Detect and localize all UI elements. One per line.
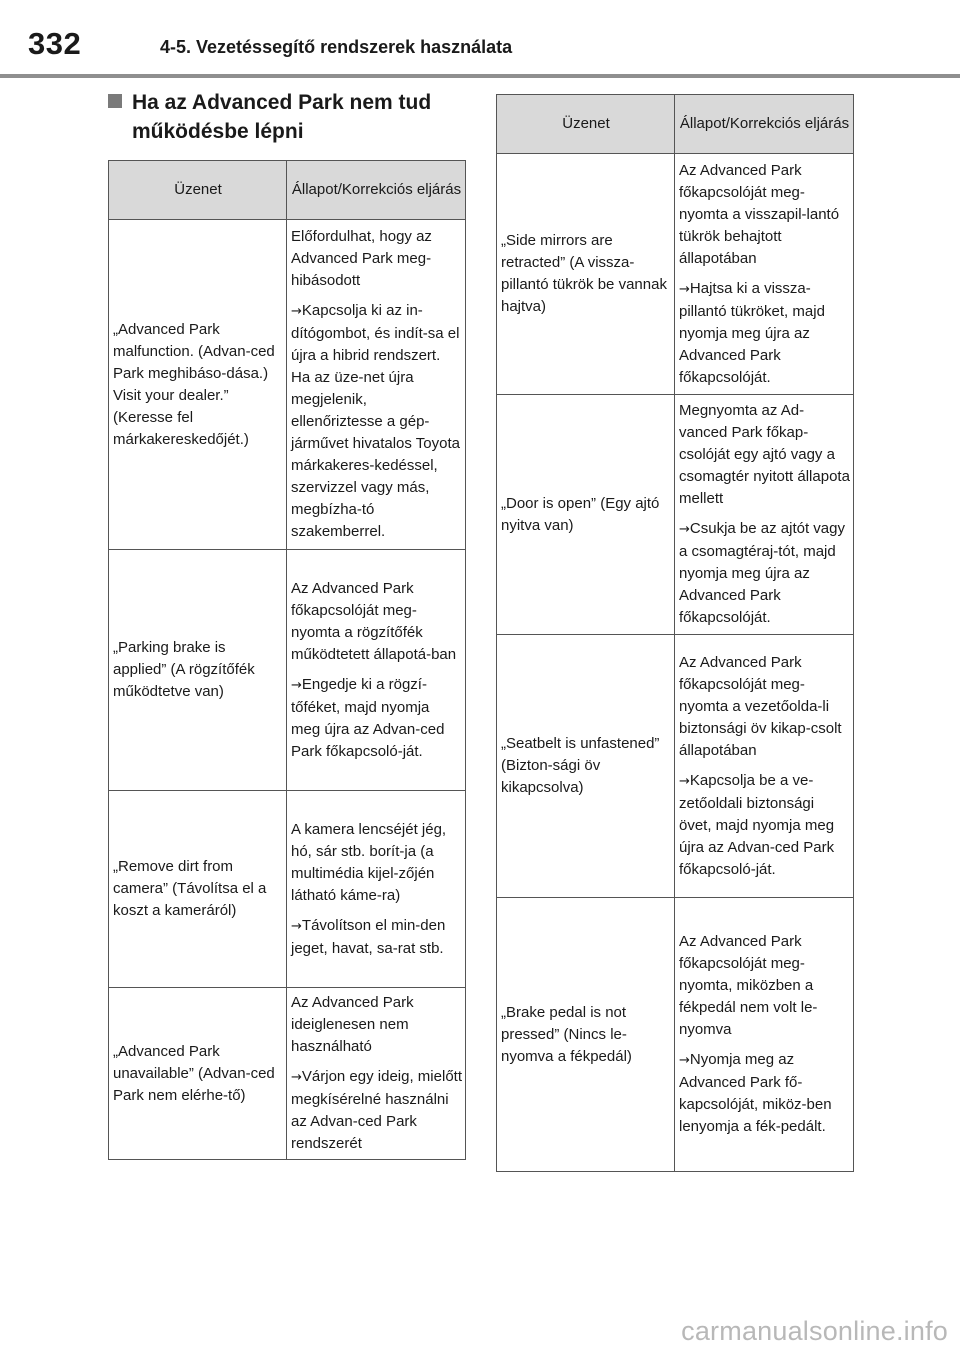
section-bullet-icon: [108, 94, 122, 108]
message-cell: „Door is open” (Egy ajtó nyitva van): [497, 395, 675, 635]
column-header-status: Állapot/Korrekciós eljárás: [287, 161, 466, 220]
status-cell: [287, 550, 466, 791]
page-number: 332: [28, 26, 82, 61]
table-header-row: [109, 161, 466, 220]
section-title-line1: Ha az Advanced Park nem tud: [132, 91, 432, 114]
status-cell: [287, 220, 466, 550]
action-paragraph: [291, 674, 462, 763]
arrow-right-icon: →: [291, 304, 302, 319]
header-divider: [0, 74, 960, 78]
status-cell: [675, 635, 854, 898]
message-cell: „Advanced Park malfunction. (Advan-ced Park meghibáso-dása.) Visit your dealer.” (Keresse fel márkakereskedőjét.): [109, 220, 287, 550]
arrow-right-icon: →: [679, 281, 690, 297]
table-row: [109, 550, 466, 791]
action-paragraph: [679, 1049, 850, 1138]
arrow-right-icon: →: [679, 522, 690, 537]
condition-text: Az Advanced Park ideiglenesen nem használható: [291, 994, 414, 1055]
action-text: Kapcsolja be a ve-zetőoldali biztonsági övet, majd nyomja meg újra az Advan-ced Park főkapcsoló-ját.: [679, 771, 835, 878]
condition-text: Előfordulhat, hogy az Advanced Park meg-hibásodott: [291, 228, 432, 289]
condition-text: Az Advanced Park főkapcsolóját meg-nyomta a visszapil-lantó tükrök behajtott állapotában: [679, 161, 840, 267]
table-row: [497, 154, 854, 395]
condition-text: Az Advanced Park főkapcsolóját meg-nyomta, miközben a fékpedál nem volt le-nyomva: [679, 933, 818, 1038]
message-cell: „Advanced Park unavailable” (Advan-ced Park nem elérhe-tő): [109, 988, 287, 1160]
table-row: [497, 898, 854, 1172]
action-paragraph: [291, 300, 462, 543]
action-paragraph: [679, 770, 850, 881]
table-row: [109, 988, 466, 1160]
action-text: Kapcsolja ki az in-dítógombot, és indít-sa el újra a hibrid rendszert. Ha az üze-net újra megjelenik, ellenőriztesse a gép-járművet hivatalos Toyota márkakeres-kedéssel, szervizzel vagy más, megbízha-tó szakemberrel.: [291, 302, 460, 540]
arrow-right-icon: →: [291, 677, 302, 693]
action-text: Várjon egy ideig, mielőtt megkísérelné használni az Advan-ced Park rendszerét: [291, 1068, 462, 1152]
action-text: Hajtsa ki a vissza-pillantó tükröket, majd nyomja meg újra az Advanced Park főkapcsolóját.: [679, 279, 825, 386]
status-cell: [287, 791, 466, 988]
table-header-row: [497, 95, 854, 154]
action-text: Nyomja meg az Advanced Park fő-kapcsolóját, miköz-ben lenyomja a fék-pedált.: [679, 1051, 832, 1135]
condition-text: Megnyomta az Ad-vanced Park főkap-csolóját egy ajtó vagy a csomagtér nyitott állapota mellett: [679, 402, 850, 507]
message-cell: „Side mirrors are retracted” (A vissza-pillantó tükrök be vannak hajtva): [497, 154, 675, 395]
page-header: [0, 0, 960, 80]
action-text: Engedje ki a rögzí-tőféket, majd nyomja meg újra az Advan-ced Park főkapcsoló-ját.: [291, 675, 445, 760]
table-row: [109, 791, 466, 988]
column-header-message: Üzenet: [497, 95, 675, 154]
status-cell: [287, 988, 466, 1160]
action-text: Távolítson el min-den jeget, havat, sa-rat stb.: [291, 916, 446, 957]
status-cell: [675, 395, 854, 635]
column-header-message: Üzenet: [109, 161, 287, 220]
message-table-left: [108, 160, 466, 1160]
message-cell: „Remove dirt from camera” (Távolítsa el a koszt a kameráról): [109, 791, 287, 988]
status-cell: [675, 898, 854, 1172]
column-header-status: Állapot/Korrekciós eljárás: [675, 95, 854, 154]
table-row: [109, 220, 466, 550]
arrow-right-icon: →: [679, 773, 690, 789]
message-cell: „Parking brake is applied” (A rögzítőfék működtetve van): [109, 550, 287, 791]
watermark-text: carmanualsonline.info: [681, 1316, 948, 1346]
arrow-right-icon: →: [679, 1053, 690, 1068]
message-cell: „Brake pedal is not pressed” (Nincs le-nyomva a fékpedál): [497, 898, 675, 1172]
chapter-title: 4-5. Vezetéssegítő rendszerek használata: [160, 37, 513, 57]
arrow-right-icon: →: [291, 918, 302, 934]
action-paragraph: [291, 915, 462, 960]
action-paragraph: [679, 518, 850, 629]
section-heading: [108, 88, 478, 146]
action-text: Csukja be az ajtót vagy a csomagtéraj-tót, majd nyomja meg újra az Advanced Park főkapcsolóját.: [679, 520, 845, 626]
condition-text: A kamera lencséjét jég, hó, sár stb. borít-ja (a multimédia kijel-zőjén látható káme-ra): [291, 820, 447, 904]
message-table-right: [496, 94, 854, 1172]
message-cell: „Seatbelt is unfastened” (Bizton-sági öv kikapcsolva): [497, 635, 675, 898]
table-row: [497, 395, 854, 635]
section-title-line2: működésbe lépni: [132, 120, 304, 143]
condition-text: Az Advanced Park főkapcsolóját meg-nyomta a vezetőolda-li biztonsági öv kikap-csolt állapotában: [679, 653, 842, 759]
condition-text: Az Advanced Park főkapcsolóját meg-nyomta a rögzítőfék működtetett állapotá-ban: [291, 579, 457, 663]
action-paragraph: [291, 1066, 462, 1155]
action-paragraph: [679, 278, 850, 389]
table-row: [497, 635, 854, 898]
arrow-right-icon: →: [291, 1070, 302, 1085]
status-cell: [675, 154, 854, 395]
